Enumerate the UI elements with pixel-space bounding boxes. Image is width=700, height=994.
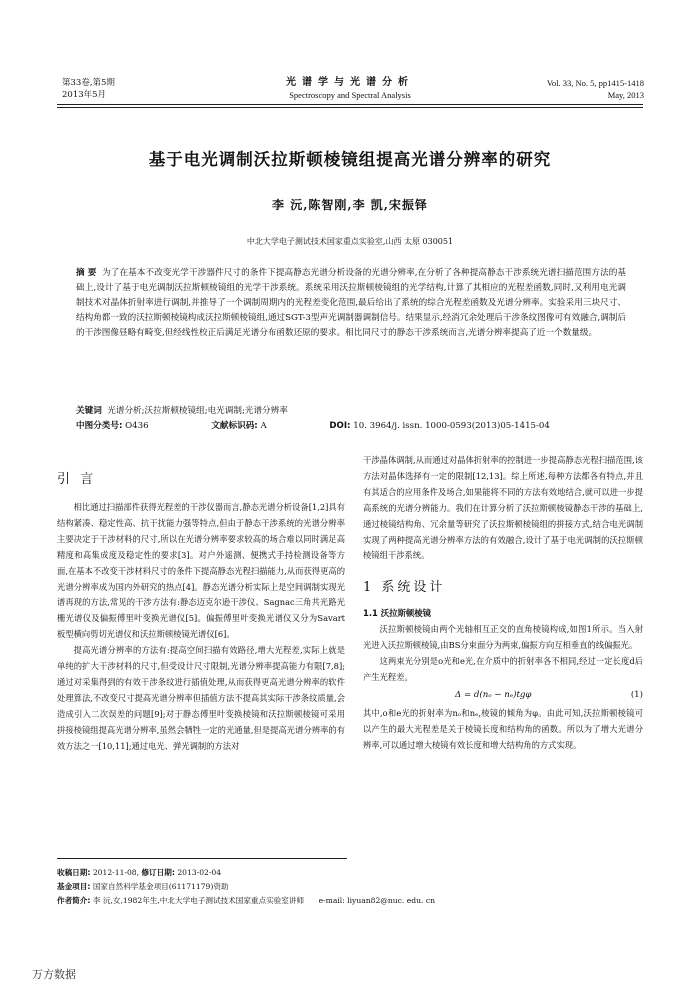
intro-heading: 引 言 <box>57 472 97 487</box>
intro-paragraph-1: 相比通过扫描部件获得光程差的干涉仪器而言,静态光谱分析设备[1,2]具有结构紧凑、稳定性高、抗干扰能力强等特点,但由于静态干涉系统的光谱分辨率主要决定于干涉材料的尺寸,所以在光谱分辨率要求较高的场合难以同时满足高精度和高集成度及稳定性的要求[3]。对户外遥测、便携式手持检测设备等方面,在基本不改变干涉材料尺寸的条件下提高静态光程扫描能力,从而获得更高的光谱分辨率成为国内外研究的热点[4]。静态光谱分析实际上是空间调制实现光谱再现的方法,常见的干涉方法有:静态迈克尔逊干涉仪、Sagnac三角共光路光栅光谱仪及偏振傅里叶变换光谱仪[5]。偏振傅里叶变换光谱仪又分为Savart板型横向剪切光谱仪和沃拉斯顿棱镜光谱仪[6]。 <box>57 502 345 640</box>
paper-affiliation: 中北大学电子测试技术国家重点实验室,山西 太原 030051 <box>246 237 454 246</box>
author-info-label: 作者简介: <box>57 896 91 905</box>
intro-paragraph-2: 提高光谱分辨率的方法有:提高空间扫描有效路径,增大光程差,实际上就是单纯的扩大干涉材料的尺寸,但受设计尺寸限制,光谱分辨率提高能力有限[7,8];通过对采集得到的有效干涉条纹进行插值处理,从而获得更高光谱分辨率的软件处理算法,不改变尺寸提高光谱分辨率但插值方法不提高其实际干涉条纹质量,会造成引入二次误差的问题[9];对于静态傅里叶变换棱镜和沃拉斯顿棱镜可采用拼接棱镜组提高光谱分辨率,虽然会牺牲一定的光通量,但是提高光谱分辨率的有效方法之一[10,11];通过电光、弹光调制的方法对 <box>57 645 345 751</box>
header-date-en: May, 2013 <box>607 90 644 100</box>
paper-authors: 李 沅,陈智刚,李 凯,宋振铎 <box>272 198 428 212</box>
equation-1 <box>363 688 643 704</box>
fund-label: 基金项目: <box>57 882 91 891</box>
left-column <box>57 500 345 755</box>
doc-code-value: A <box>260 421 267 431</box>
footnote-author <box>57 894 617 907</box>
header-journal <box>200 77 500 101</box>
revised-date: 2013-02-04 <box>177 868 222 877</box>
doi-label: DOI: <box>329 421 351 431</box>
header-pages-info <box>547 77 644 101</box>
header-date: 2013年5月 <box>62 90 107 100</box>
doi-value: 10. 3964/j. issn. 1000-0593(2013)05-1415-04 <box>353 421 550 431</box>
section-1-1-heading: 1.1 沃拉斯顿棱镜 <box>363 608 432 619</box>
equation-1-number: (1) <box>630 689 643 700</box>
header-volume: 第33卷,第5期 <box>62 78 115 88</box>
journal-title-en: Spectroscopy and Spectral Analysis <box>289 90 411 100</box>
received-date: 2012-11-08, <box>92 868 140 877</box>
clc-label: 中图分类号: <box>76 421 123 431</box>
clc-value: O436 <box>125 421 149 431</box>
keywords-text: 光谱分析;沃拉斯顿棱镜组;电光调制;光谱分辨率 <box>107 406 288 416</box>
footnote-fund <box>57 880 617 893</box>
header-rule-thick <box>57 104 643 105</box>
header-rule-thin <box>57 107 643 108</box>
keywords-label: 关键词 <box>76 406 102 416</box>
header-volume-en: Vol. 33, No. 5, pp1415-1418 <box>546 78 644 88</box>
author-info-text: 李 沅,女,1982年生,中北大学电子测试技术国家重点实验室讲师 <box>92 896 305 905</box>
received-label: 收稿日期: <box>57 868 91 877</box>
fund-text: 国家自然科学基金项目(61171179)资助 <box>92 882 229 891</box>
author-email: e-mail: liyuan82@nuc. edu. cn <box>318 896 435 905</box>
section-1-1-paragraph-2: 这两束光分别是o光和e光,在介质中的折射率各不相同,经过一定长度d后产生光程差。 <box>363 655 643 682</box>
header-volume-info <box>62 77 115 101</box>
section-1-1-paragraph-3: 其中,o和e光的折射率为nₒ和nₑ,棱镜的倾角为φ。由此可知,沃拉斯顿棱镜可以产生的最大光程差是关于棱镜长度和结构角的函数。所以为了增大光谱分辨率,可以通过增大棱镜有效长度和增大结构角的方式实现。 <box>363 707 643 750</box>
abstract-text: 为了在基本不改变光学干涉器件尺寸的条件下提高静态光谱分析设备的光谱分辨率,在分析了各种提高静态干涉系统光谱扫描范围方法的基础上,设计了基于电光调制沃拉斯顿棱镜组的光学干涉系统。系统采用沃拉斯顿棱镜组的光学结构,计算了其相应的光程差函数,同时,又利用电光调制技术对晶体折射率进行调制,并推导了一个调制周期内的光程差变化范围,最后给出了系统的综合光程差函数及光谱分辨率。实验采用三块尺寸、结构角都一致的沃拉斯顿棱镜构成沃拉斯顿棱镜组,通过SGT-3型声光调制器调制信号。结果显示,经消冗余处理后干涉条纹图像可有效融合,调制后的干涉图像昼略有畸变,但经线性校正后满足光谱分布函数还原的要求。相比同尺寸的静态干涉系统而言,光谱分辨率提高了近一个数量级。 <box>76 268 626 338</box>
keywords <box>76 404 626 419</box>
watermark: 万方数据 <box>32 968 76 981</box>
right-column <box>363 453 643 753</box>
right-paragraph-1: 干涉晶体调制,从而通过对晶体折射率的控制进一步提高静态光程扫描范围,该方法对晶体选择有一定的限制[12,13]。综上所述,每种方法都各有特点,并且有其适合的应用条件及场合,如果能将不同的方法有效地结合,就可以进一步提高系统的光谱分辨能力。我们在计算分析了沃拉斯顿棱镜静态干涉的基础上,通过棱镜结构角、冗余量等研究了沃拉斯顿棱镜组的拼接方式,结合电光调制实现了两种提高光谱分辨率方法的有效融合,设计了基于电光调制的沃拉斯顿棱镜组干涉系统。 <box>363 455 643 561</box>
section-1-heading: 1 系统设计 <box>363 580 446 596</box>
classification-line <box>76 419 626 434</box>
doc-code-label: 文献标识码: <box>211 421 258 431</box>
abstract <box>76 266 626 341</box>
journal-title-cn: 光谱学与光谱分析 <box>286 77 414 88</box>
abstract-label: 摘 要 <box>76 268 97 278</box>
revised-label: 修订日期: <box>141 868 175 877</box>
equation-1-formula: Δ = d(nₒ − nₑ)tgφ <box>455 689 532 700</box>
footnote-dates <box>57 866 617 879</box>
section-1-1-paragraph-1: 沃拉斯顿棱镜由两个光轴相互正交的直角棱镜构成,如图1所示。当入射光进入沃拉斯顿棱镜,由BS分束面分为两束,偏振方向互相垂直的线偏振光。 <box>363 624 643 651</box>
footnote-rule <box>57 858 347 859</box>
paper-title: 基于电光调制沃拉斯顿棱镜组提高光谱分辨率的研究 <box>148 150 552 169</box>
